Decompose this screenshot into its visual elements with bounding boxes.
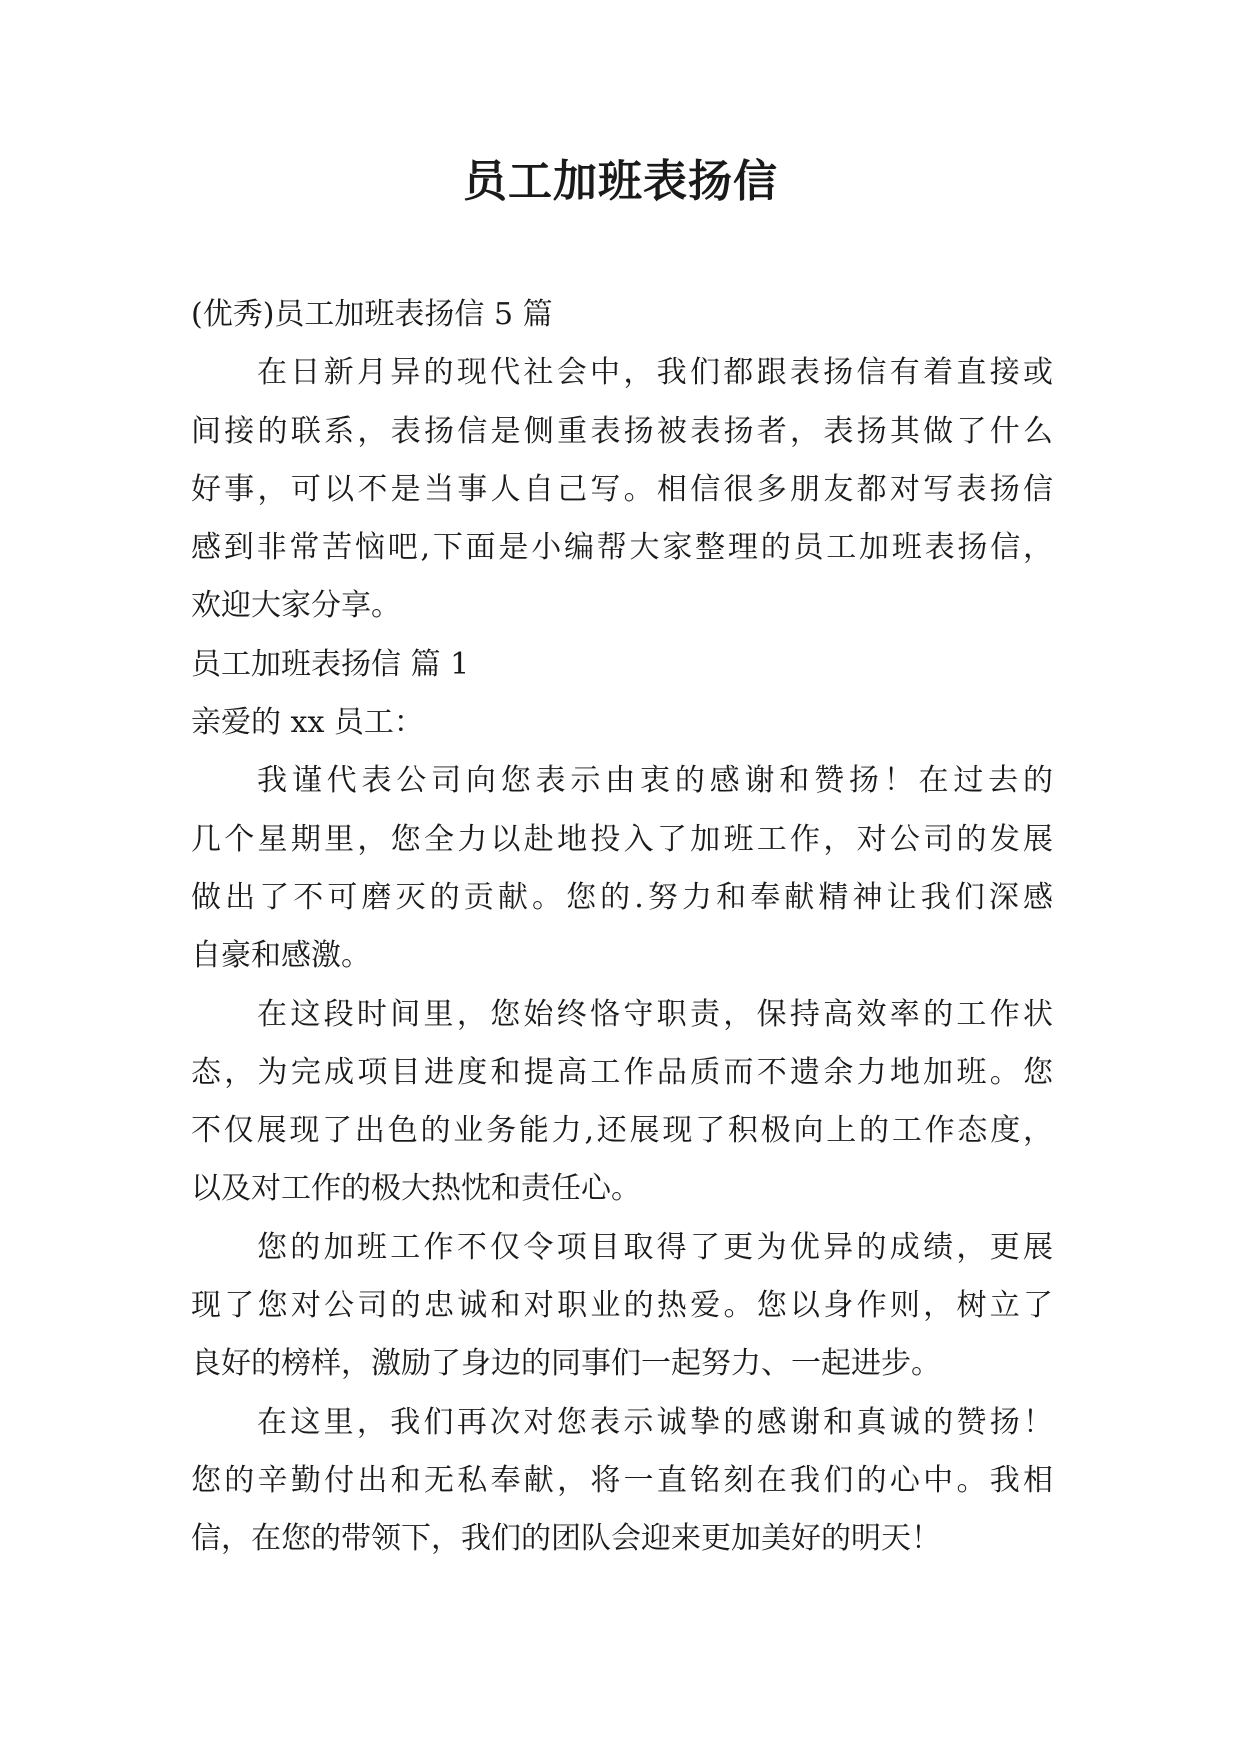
document-body [191, 286, 1053, 1569]
text-line: 感到非常苦恼吧,下面是小编帮大家整理的员工加班表扬信， [191, 530, 1053, 566]
text-line: 亲爱的 xx 员工： [191, 705, 424, 741]
text-line: 良好的榜样，激励了身边的同事们一起努力、一起进步。 [191, 1346, 941, 1382]
text-line: 自豪和感激。 [191, 938, 371, 974]
text-line: 不仅展现了出色的业务能力,还展现了积极向上的工作态度， [191, 1113, 1053, 1149]
text-line: 在这段时间里，您始终恪守职责，保持高效率的工作状 [257, 996, 1053, 1032]
text-line: 我谨代表公司向您表示由衷的感谢和赞扬！在过去的 [257, 763, 1053, 799]
text-line: 信，在您的带领下，我们的团队会迎来更加美好的明天！ [191, 1521, 941, 1557]
text-line: (优秀)员工加班表扬信 5 篇 [191, 297, 553, 332]
text-line: 态，为完成项目进度和提高工作品质而不遗余力地加班。您 [191, 1054, 1053, 1090]
page-title: 员工加班表扬信 [463, 156, 778, 207]
text-line: 好事，可以不是当事人自己写。相信很多朋友都对写表扬信 [191, 471, 1053, 507]
text-line: 员工加班表扬信 篇 1 [191, 646, 470, 682]
text-line: 您的加班工作不仅令项目取得了更为优异的成绩，更展 [257, 1229, 1053, 1265]
text-line: 在这里，我们再次对您表示诚挚的感谢和真诚的赞扬！ [257, 1404, 1053, 1440]
text-line: 现了您对公司的忠诚和对职业的热爱。您以身作则，树立了 [191, 1288, 1053, 1324]
text-line: 在日新月异的现代社会中，我们都跟表扬信有着直接或 [257, 355, 1053, 391]
text-line: 几个星期里，您全力以赴地投入了加班工作，对公司的发展 [191, 821, 1053, 857]
text-line: 做出了不可磨灭的贡献。您的.努力和奉献精神让我们深感 [191, 879, 1053, 915]
text-line: 以及对工作的极大热忱和责任心。 [191, 1171, 641, 1207]
text-line: 欢迎大家分享。 [191, 588, 401, 624]
text-line: 您的辛勤付出和无私奉献，将一直铭刻在我们的心中。我相 [191, 1462, 1053, 1498]
text-line: 间接的联系，表扬信是侧重表扬被表扬者，表扬其做了什么 [191, 413, 1053, 449]
